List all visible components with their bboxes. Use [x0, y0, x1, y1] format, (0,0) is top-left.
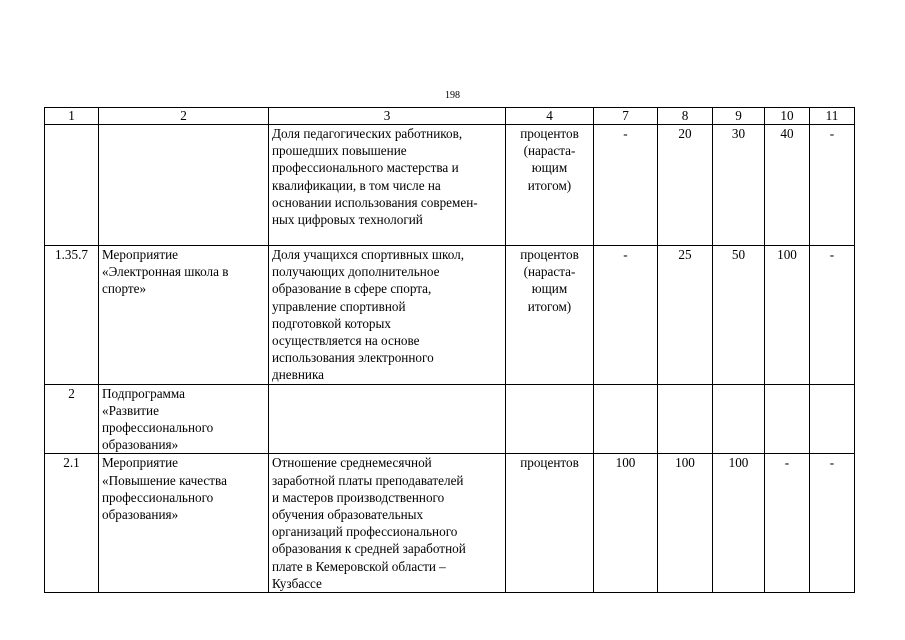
column-header: 11 [810, 108, 855, 125]
row-value-8: 25 [658, 246, 713, 385]
column-header: 4 [506, 108, 594, 125]
row-value-9 [713, 384, 765, 454]
row-value-7: 100 [594, 454, 658, 593]
row-value-7 [594, 384, 658, 454]
row-number: 1.35.7 [45, 246, 99, 385]
row-indicator: Доля педагогических работников, прошедших повышение профессионального мастерства и квалификации, в том числе на основании использования современ- ных цифровых технологий [269, 125, 506, 246]
row-value-7: - [594, 125, 658, 246]
row-value-10: 100 [765, 246, 810, 385]
row-value-11: - [810, 125, 855, 246]
row-unit: процентов [506, 454, 594, 593]
row-indicator: Отношение среднемесячной заработной платы преподавателей и мастеров производственного обучения образовательных организаций профессионального образования к средней заработной плате в Кемеровской области – Кузбассе [269, 454, 506, 593]
table-row [45, 454, 855, 593]
column-header: 8 [658, 108, 713, 125]
row-name: Мероприятие «Электронная школа в спорте» [99, 246, 269, 385]
row-unit: процентов (нараста- ющим итогом) [506, 125, 594, 246]
table-header-row [45, 108, 855, 125]
row-value-9: 100 [713, 454, 765, 593]
row-value-9: 30 [713, 125, 765, 246]
row-indicator: Доля учащихся спортивных школ, получающих дополнительное образование в сфере спорта, управление спортивной подготовкой которых осуществляется на основе использования электронного дневника [269, 246, 506, 385]
indicator-table [44, 107, 855, 593]
row-number: 2.1 [45, 454, 99, 593]
row-value-10 [765, 384, 810, 454]
row-unit [506, 384, 594, 454]
table-row [45, 384, 855, 454]
row-value-10: - [765, 454, 810, 593]
column-header: 3 [269, 108, 506, 125]
row-value-11: - [810, 246, 855, 385]
row-number [45, 125, 99, 246]
row-value-8: 20 [658, 125, 713, 246]
row-value-8 [658, 384, 713, 454]
row-value-9: 50 [713, 246, 765, 385]
column-header: 2 [99, 108, 269, 125]
row-indicator [269, 384, 506, 454]
row-name: Подпрограмма «Развитие профессионального образования» [99, 384, 269, 454]
column-header: 10 [765, 108, 810, 125]
row-unit: процентов (нараста- ющим итогом) [506, 246, 594, 385]
table-row [45, 125, 855, 246]
row-value-7: - [594, 246, 658, 385]
page-number: 198 [445, 90, 460, 101]
column-header: 7 [594, 108, 658, 125]
row-name: Мероприятие «Повышение качества профессионального образования» [99, 454, 269, 593]
table-row [45, 246, 855, 385]
row-value-11 [810, 384, 855, 454]
row-value-11: - [810, 454, 855, 593]
row-value-8: 100 [658, 454, 713, 593]
row-value-10: 40 [765, 125, 810, 246]
column-header: 9 [713, 108, 765, 125]
row-name [99, 125, 269, 246]
column-header: 1 [45, 108, 99, 125]
row-number: 2 [45, 384, 99, 454]
